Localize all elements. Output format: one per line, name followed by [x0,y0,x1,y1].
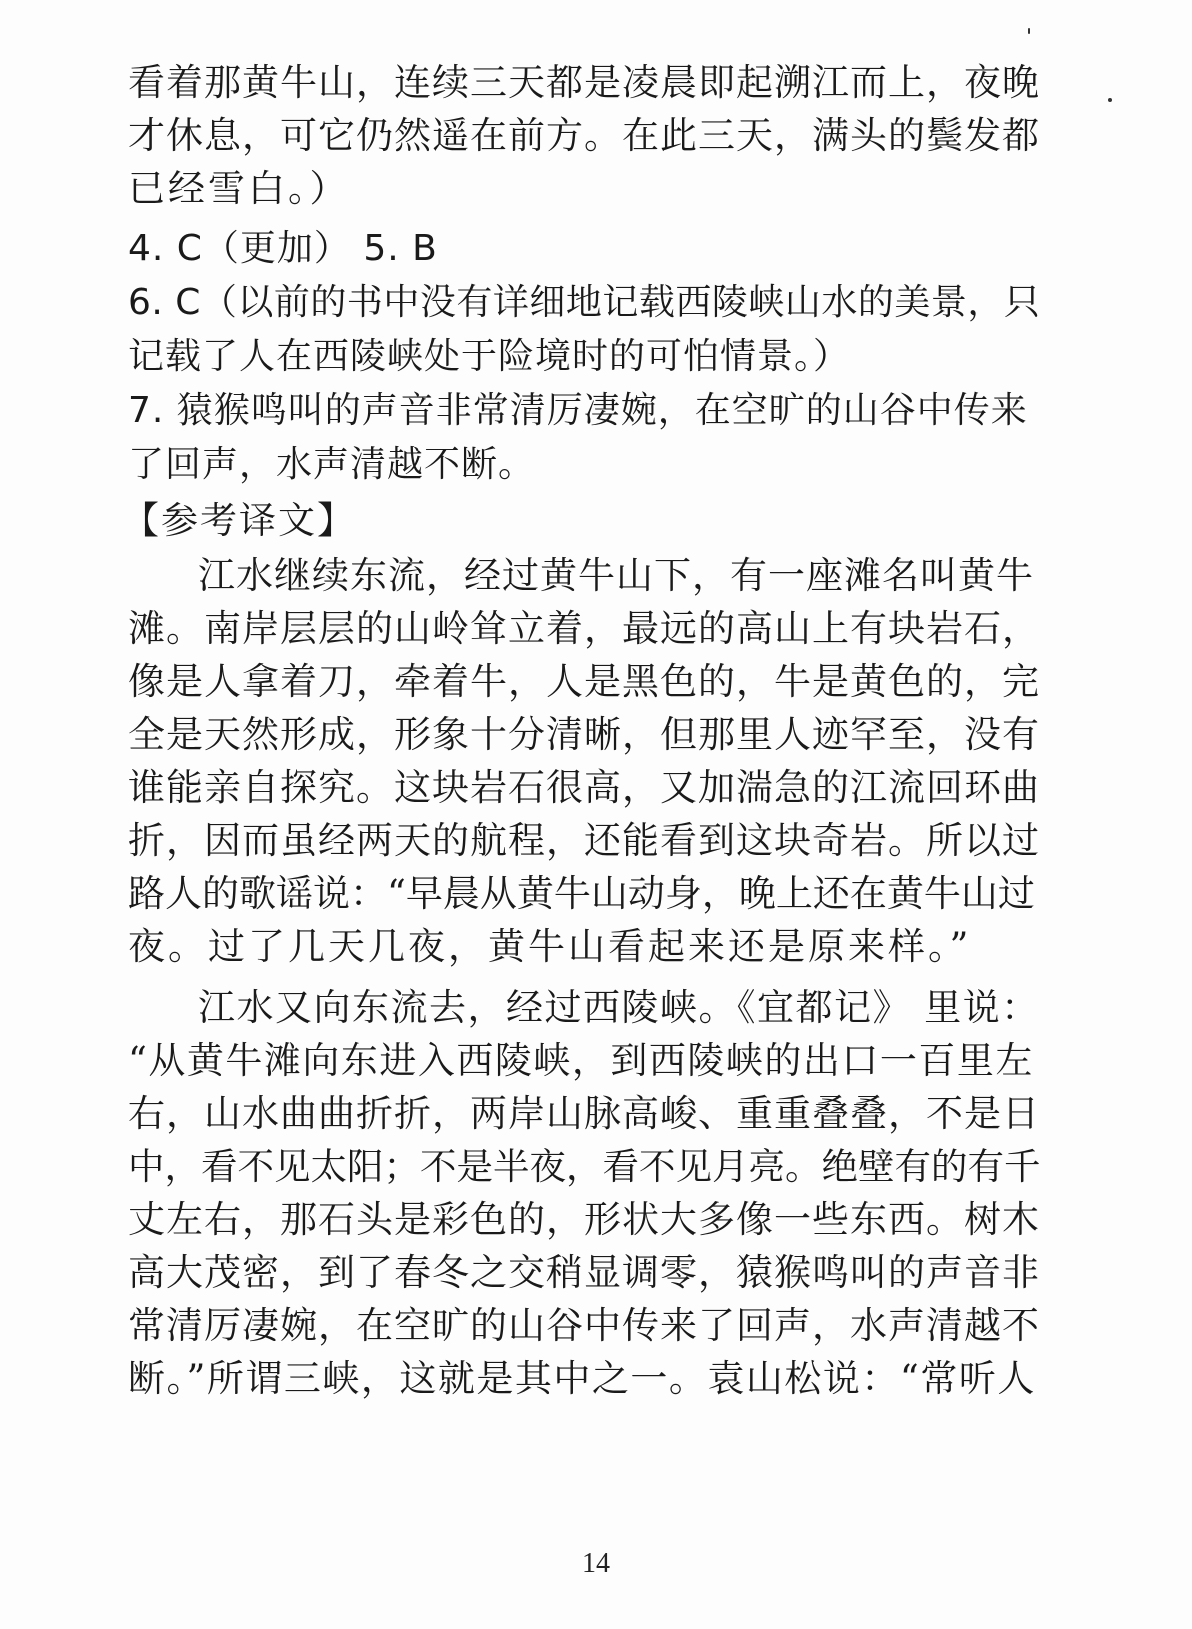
section-heading: 【参考译文】 [122,499,356,542]
paragraph-2-line: 断。”所谓三峡，这就是其中之一。袁山松说：“常听人 [128,1357,1036,1400]
paragraph-2-line: 江水又向东流去，经过西陵峡。《宜都记》 里说： [198,986,1040,1029]
paragraph-2-line: 右，山水曲曲折折，两岸山脉高峻、重重叠叠，不是日 [128,1092,1040,1135]
paragraph-1-line: 谁能亲自探究。这块岩石很高，又加湍急的江流回环曲 [128,766,1040,809]
paragraph-1-line: 全是天然形成，形象十分清晰，但那里人迹罕至，没有 [128,713,1040,756]
scan-speck [1028,28,1030,34]
paragraph-2-line: 高大茂密，到了春冬之交稍显调零，猿猴鸣叫的声音非 [128,1251,1040,1294]
answer-7-line-2: 了回声，水声清越不断。 [128,444,536,485]
answer-6-line-2: 记载了人在西陵峡处于险境时的可怕情景。） [128,336,851,377]
paragraph-2-line: 常清厉凄婉，在空旷的山谷中传来了回声，水声清越不 [128,1304,1040,1347]
paragraph-2-line: 丈左右，那石头是彩色的，形状大多像一些东西。树木 [128,1198,1040,1241]
paragraph-1-line: 路人的歌谣说：“早晨从黄牛山动身，晚上还在黄牛山过 [128,872,1035,915]
page-number: 14 [582,1548,610,1579]
answer-7-line-1: 7. 猿猴鸣叫的声音非常清厉凄婉，在空旷的山谷中传来 [128,390,1028,431]
paragraph-1-line: 滩。南岸层层的山岭耸立着，最远的高山上有块岩石， [128,607,1040,650]
text-line: 才休息，可它仍然遥在前方。在此三天，满头的鬓发都 [128,114,1040,157]
paragraph-2-line: “从黄牛滩向东进入西陵峡，到西陵峡的出口一百里左 [128,1039,1034,1082]
text-line: 已经雪白。） [128,167,350,210]
text-line: 看着那黄牛山，连续三天都是凌晨即起溯江而上，夜晚 [128,61,1040,104]
paragraph-1-line: 像是人拿着刀，牵着牛，人是黑色的，牛是黄色的，完 [128,660,1040,703]
answer-4-5: 4. C（更加） 5. B [128,228,438,269]
scan-speck [1108,98,1112,102]
paragraph-2-line: 中，看不见太阳；不是半夜，看不见月亮。绝壁有的有千 [128,1145,1041,1188]
paragraph-1-line: 夜。过了几天几夜，黄牛山看起来还是原来样。” [128,925,972,968]
paragraph-1-line: 江水继续东流，经过黄牛山下，有一座滩名叫黄牛 [198,554,1034,597]
answer-6-line-1: 6. C（以前的书中没有详细地记载西陵峡山水的美景，只 [128,282,1041,323]
paragraph-1-line: 折，因而虽经两天的航程，还能看到这块奇岩。所以过 [128,819,1040,862]
